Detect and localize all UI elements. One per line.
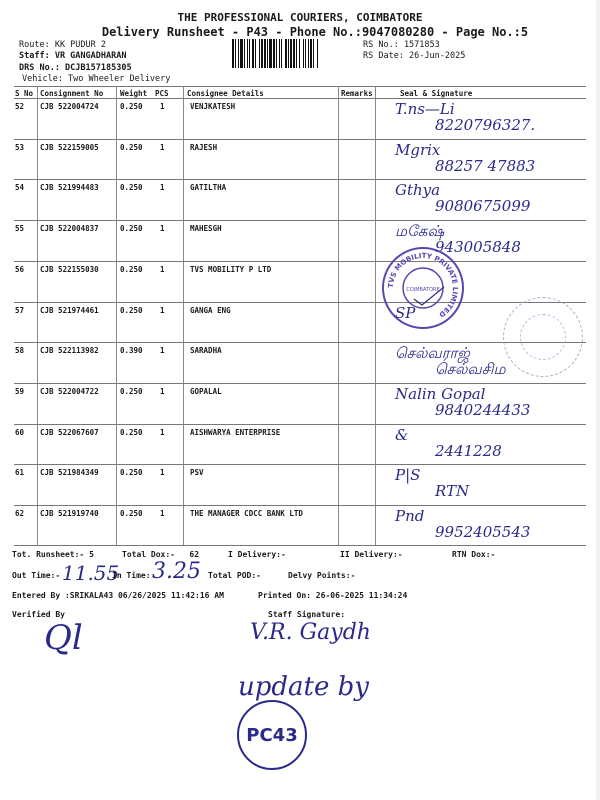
cell-consignment: CJB 522004722 bbox=[40, 386, 99, 396]
cell-consignee: MAHESGH bbox=[190, 224, 222, 234]
cell-consignment: CJB 521984349 bbox=[40, 468, 99, 478]
rtn-dox: RTN Dox:- bbox=[452, 550, 496, 559]
signature: Mgrix bbox=[395, 140, 441, 159]
signature-phone: செல்வசிம bbox=[435, 360, 506, 379]
cell-weight: 0.250 bbox=[120, 427, 143, 437]
entered-by: Entered By :SRIKALA43 06/26/2025 11:42:16 AM bbox=[12, 591, 224, 600]
signature-phone: 9840244433 bbox=[435, 400, 531, 419]
cell-weight: 0.250 bbox=[120, 305, 143, 315]
out-time-value: 11.55 bbox=[62, 561, 120, 585]
row-divider bbox=[14, 220, 586, 221]
signature: Nalin Gopal bbox=[395, 384, 486, 403]
cell-pcs: 1 bbox=[160, 224, 165, 234]
col-divider bbox=[116, 86, 117, 546]
cell-consignee: THE MANAGER CDCC BANK LTD bbox=[190, 509, 303, 518]
cell-pcs: 1 bbox=[160, 509, 165, 518]
printed-on: Printed On: 26-06-2025 11:34:24 bbox=[258, 591, 408, 600]
out-time-label: Out Time:- bbox=[12, 571, 61, 580]
cell-consignee: GATILTHA bbox=[190, 183, 227, 193]
vehicle: Vehicle: Two Wheeler Delivery bbox=[22, 74, 171, 84]
total-pod: Total POD:- bbox=[208, 571, 261, 580]
row-divider bbox=[14, 179, 586, 180]
signature-phone: 9952405543 bbox=[435, 523, 531, 541]
cell-sno: 56 bbox=[15, 264, 25, 274]
cell-consignment: CJB 522113982 bbox=[40, 346, 99, 356]
cell-consignment: CJB 522067607 bbox=[40, 427, 99, 437]
row-divider bbox=[14, 464, 586, 465]
cell-sno: 57 bbox=[15, 305, 25, 315]
tvs-company-stamp bbox=[382, 247, 464, 329]
signature: Pnd bbox=[395, 507, 425, 525]
cell-weight: 0.250 bbox=[120, 386, 143, 396]
company-title: THE PROFESSIONAL COURIERS, COIMBATORE bbox=[177, 11, 423, 24]
i-delivery: I Delivery:- bbox=[228, 550, 286, 559]
drs-number: DRS No.: DCJB157185305 bbox=[19, 63, 132, 73]
signature: Gthya bbox=[395, 181, 441, 200]
cell-consignment: CJB 521919740 bbox=[40, 509, 99, 518]
cell-sno: 58 bbox=[15, 346, 25, 356]
col-header-signature: Seal & Signature bbox=[400, 89, 473, 98]
svg-text:COIMBATORE: COIMBATORE bbox=[406, 287, 440, 293]
cell-consignment: CJB 521994483 bbox=[40, 183, 99, 193]
cell-pcs: 1 bbox=[160, 305, 165, 315]
cell-weight: 0.390 bbox=[120, 346, 143, 356]
rs-date: RS Date: 26-Jun-2025 bbox=[363, 51, 466, 61]
cell-consignee: GANGA ENG bbox=[190, 305, 231, 315]
cell-sno: 60 bbox=[15, 427, 25, 437]
col-divider bbox=[338, 86, 339, 546]
row-divider bbox=[14, 342, 586, 343]
row-divider bbox=[14, 302, 586, 303]
signature-phone: RTN bbox=[435, 482, 470, 501]
cell-pcs: 1 bbox=[160, 346, 165, 356]
delvy-points: Delvy Points:- bbox=[288, 571, 356, 580]
cell-pcs: 1 bbox=[160, 183, 165, 193]
signature: P|S bbox=[395, 466, 421, 485]
cell-pcs: 1 bbox=[160, 427, 165, 437]
cell-weight: 0.250 bbox=[120, 224, 143, 234]
rs-number: RS No.: 1571853 bbox=[363, 40, 440, 50]
cell-pcs: 1 bbox=[160, 386, 165, 396]
row-divider bbox=[14, 505, 586, 506]
col-header-sno: S No bbox=[15, 89, 34, 98]
row-divider bbox=[14, 383, 586, 384]
cell-consignment: CJB 521974461 bbox=[40, 305, 99, 315]
cell-consignment: CJB 522004837 bbox=[40, 224, 99, 234]
cell-consignee: TVS MOBILITY P LTD bbox=[190, 264, 272, 274]
cell-sno: 62 bbox=[15, 509, 25, 518]
cell-sno: 59 bbox=[15, 386, 25, 396]
signature: செல்வராஜ் bbox=[395, 344, 470, 363]
cell-weight: 0.250 bbox=[120, 509, 143, 518]
signature: T.ns—Li bbox=[395, 100, 455, 118]
signature-phone: 943005848 bbox=[435, 238, 521, 257]
cell-pcs: 1 bbox=[160, 468, 165, 478]
col-divider bbox=[37, 86, 38, 546]
signature-phone: 8220796327. bbox=[435, 116, 536, 134]
row-divider bbox=[14, 424, 586, 425]
col-divider bbox=[183, 86, 184, 546]
row-divider bbox=[14, 261, 586, 262]
cell-weight: 0.250 bbox=[120, 102, 143, 111]
cell-consignee: VENJKATESH bbox=[190, 102, 236, 111]
pc43-stamp-text: PC43 bbox=[246, 724, 298, 746]
update-note: update by bbox=[238, 672, 369, 702]
faint-stamp bbox=[503, 297, 583, 377]
page-edge bbox=[596, 0, 600, 800]
cell-sno: 53 bbox=[15, 142, 25, 152]
col-divider bbox=[375, 86, 376, 546]
cell-sno: 52 bbox=[15, 102, 25, 111]
total-dox: Total Dox:- 62 bbox=[122, 550, 200, 559]
cell-sno: 61 bbox=[15, 468, 25, 478]
col-header-consignment: Consignment No bbox=[40, 89, 104, 98]
cell-consignee: GOPALAL bbox=[190, 386, 222, 396]
cell-consignment: CJB 522159005 bbox=[40, 142, 99, 152]
tot-runsheet: Tot. Runsheet:- 5 bbox=[12, 550, 94, 559]
signature: SP bbox=[395, 303, 416, 322]
barcode bbox=[232, 39, 356, 68]
signature: மகேஷ் bbox=[395, 222, 445, 241]
staff: Staff: VR GANGADHARAN bbox=[19, 51, 127, 61]
table-top-border bbox=[14, 86, 586, 87]
barcode-bar bbox=[318, 39, 319, 68]
route: Route: KK PUDUR 2 bbox=[19, 40, 106, 50]
col-header-remarks: Remarks bbox=[341, 89, 373, 98]
cell-weight: 0.250 bbox=[120, 142, 143, 152]
cell-consignee: SARADHA bbox=[190, 346, 222, 356]
col-header-consignee: Consignee Details bbox=[187, 89, 264, 98]
cell-pcs: 1 bbox=[160, 142, 165, 152]
signature-phone: 9080675099 bbox=[435, 197, 531, 216]
cell-consignee: PSV bbox=[190, 468, 204, 478]
in-time-value: 3.25 bbox=[152, 559, 201, 584]
svg-text:TVS MOBILITY PRIVATE LIMITED: TVS MOBILITY PRIVATE LIMITED bbox=[386, 251, 460, 319]
cell-sno: 55 bbox=[15, 224, 25, 234]
cell-pcs: 1 bbox=[160, 102, 165, 111]
table-header-border bbox=[14, 98, 586, 99]
cell-weight: 0.250 bbox=[120, 183, 143, 193]
row-divider bbox=[14, 139, 586, 140]
col-header-pcs: PCS bbox=[155, 89, 169, 98]
cell-sno: 54 bbox=[15, 183, 25, 193]
cell-pcs: 1 bbox=[160, 264, 165, 274]
verified-by-signature: Ql bbox=[44, 618, 83, 658]
signature-phone: 2441228 bbox=[435, 441, 502, 460]
signature-phone: 88257 47883 bbox=[435, 156, 536, 175]
verified-by-label: Verified By bbox=[12, 610, 65, 619]
cell-consignment: CJB 522004724 bbox=[40, 102, 99, 111]
staff-signature-label: Staff Signature: bbox=[268, 610, 346, 619]
cell-consignment: CJB 522155030 bbox=[40, 264, 99, 274]
staff-signature: V.R. Gaydh bbox=[250, 620, 371, 645]
runsheet-subtitle: Delivery Runsheet - P43 - Phone No.:9047080280 - Page No.:5 bbox=[101, 25, 529, 39]
signature: & bbox=[395, 425, 409, 444]
col-header-weight: Weight bbox=[120, 89, 148, 98]
pc43-stamp bbox=[237, 700, 307, 770]
cell-weight: 0.250 bbox=[120, 468, 143, 478]
cell-weight: 0.250 bbox=[120, 264, 143, 274]
cell-consignee: RAJESH bbox=[190, 142, 218, 152]
ii-delivery: II Delivery:- bbox=[340, 550, 403, 559]
cell-consignee: AISHWARYA ENTERPRISE bbox=[190, 427, 281, 437]
in-time-label: In Time: bbox=[112, 571, 151, 580]
table-bottom-border bbox=[14, 545, 586, 546]
